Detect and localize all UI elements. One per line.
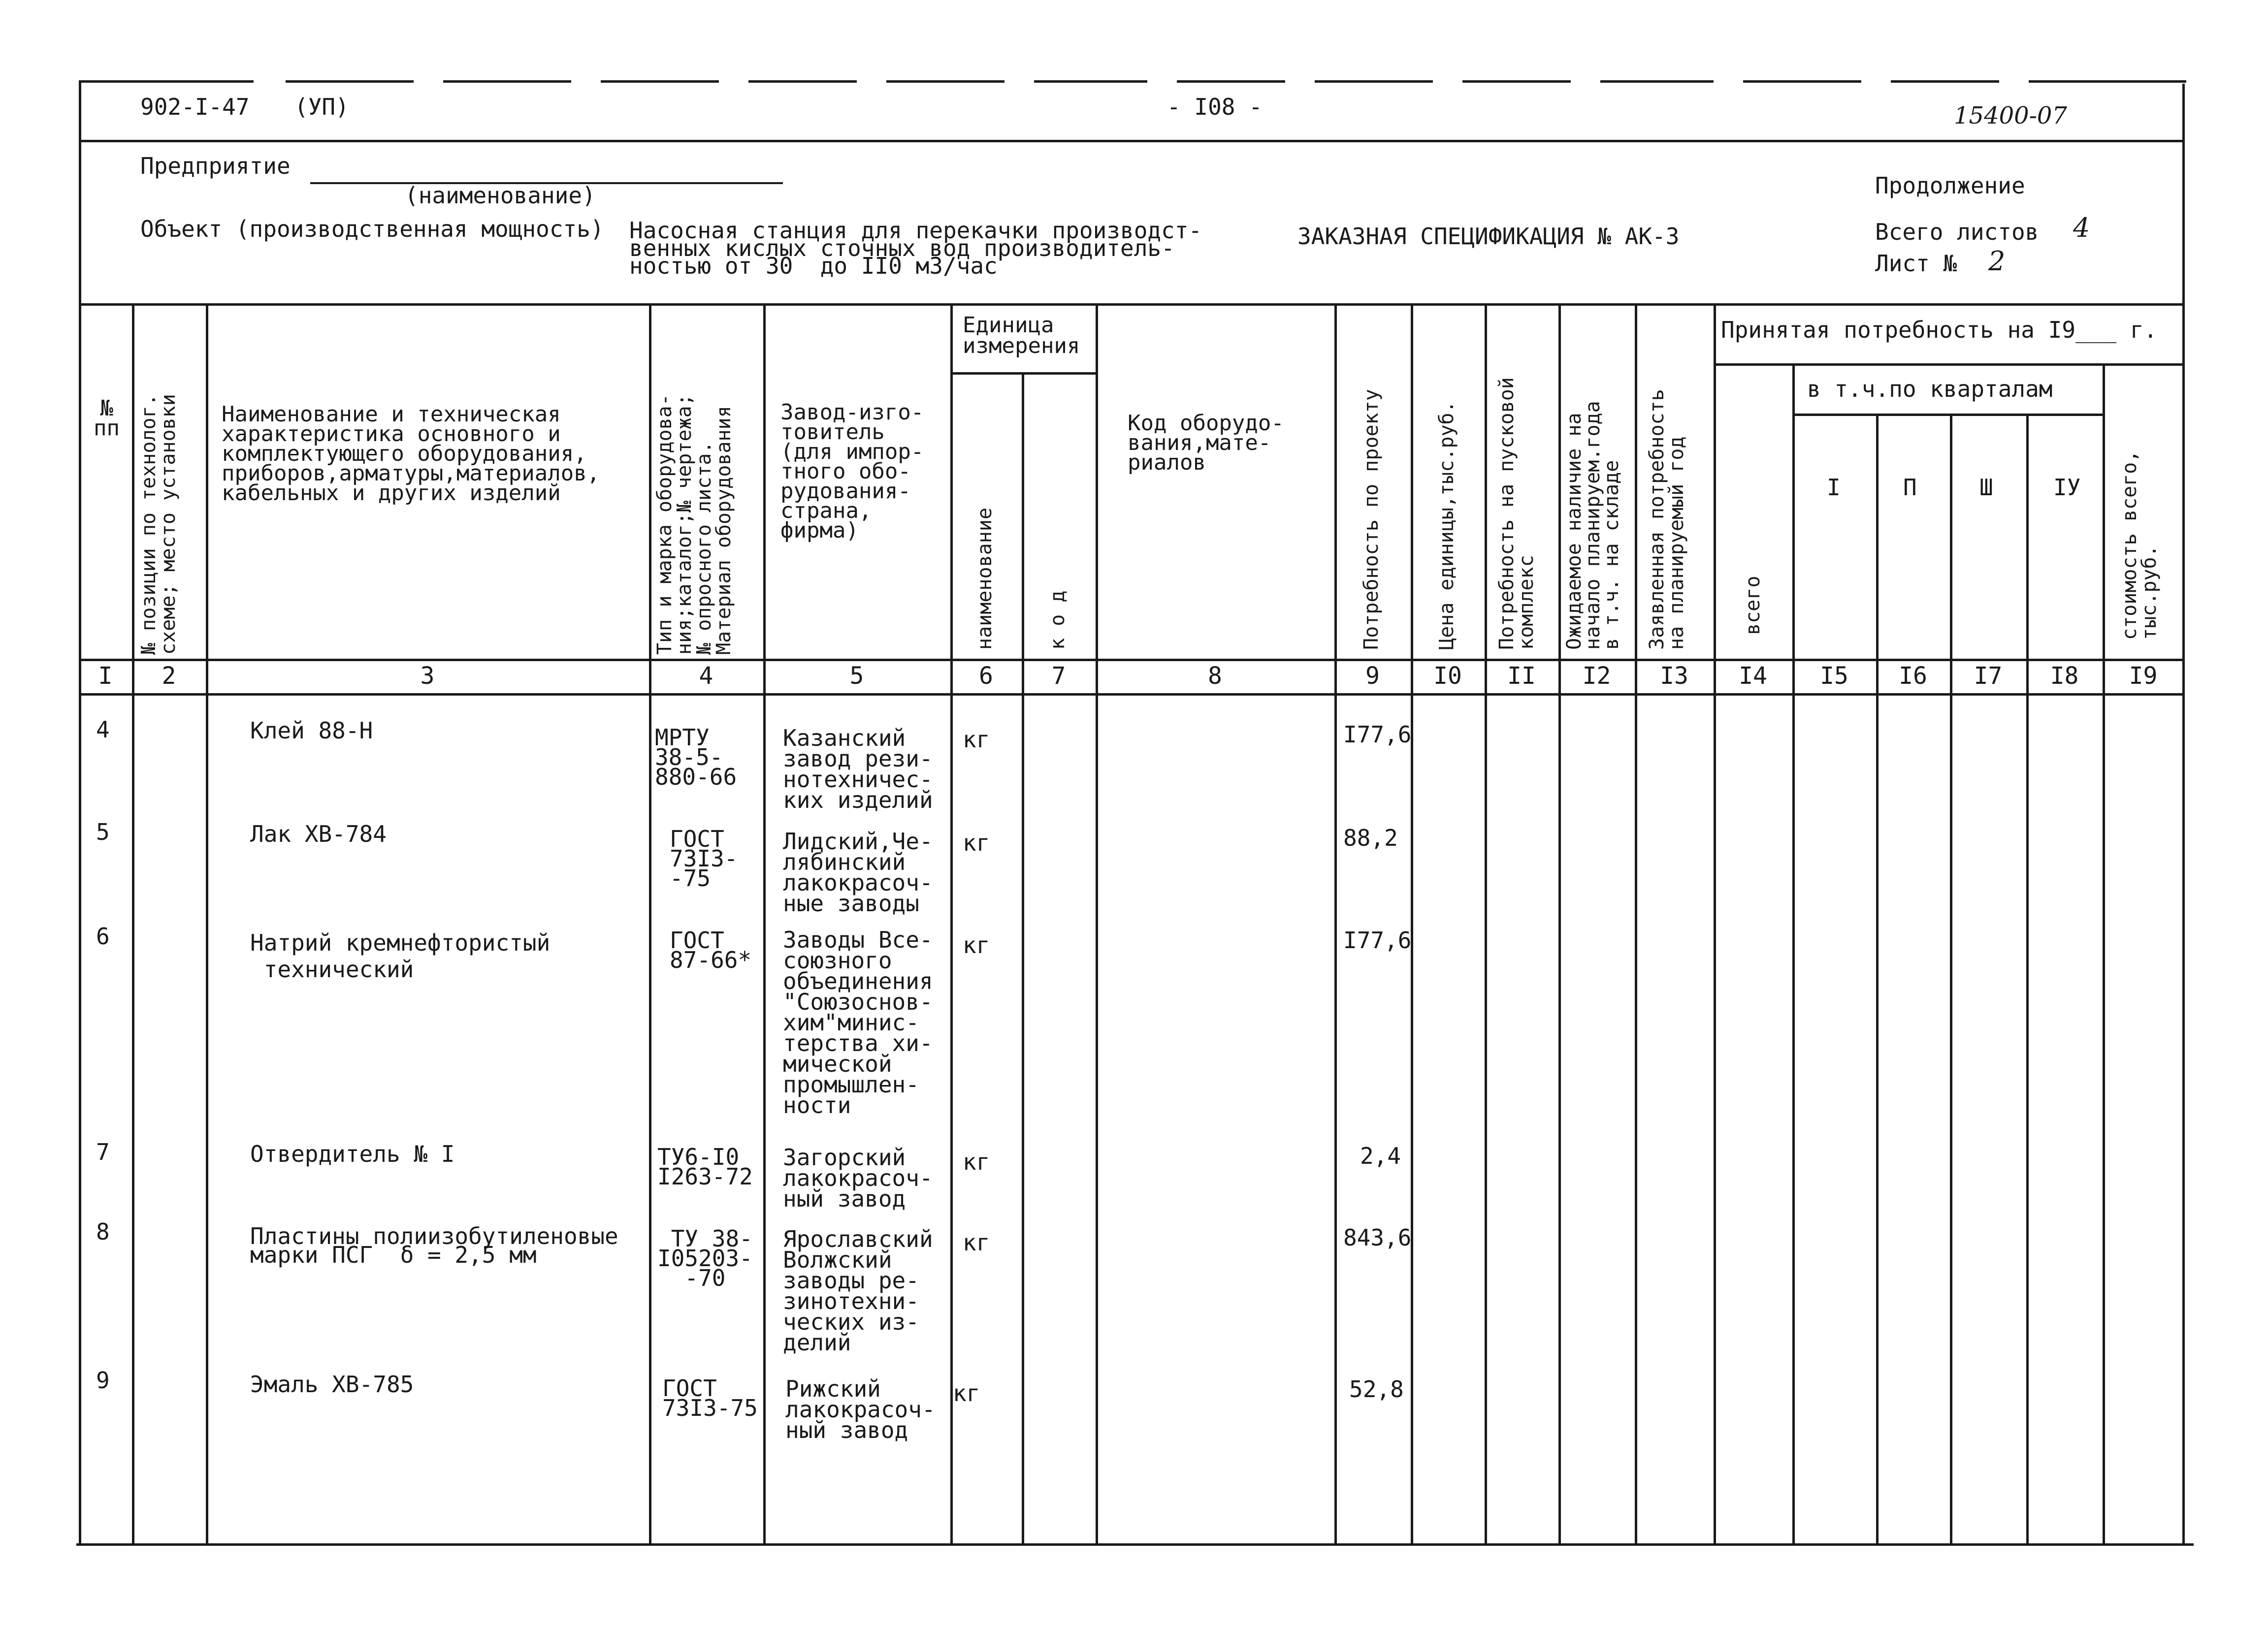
col-header-quarters-group: в т.ч.по кварталам <box>1807 376 2053 402</box>
item-name: Клей 88-Н <box>250 717 373 744</box>
album-code: (УП) <box>294 94 349 120</box>
col-header-q2: П <box>1903 474 1917 501</box>
col-num: 8 <box>1208 662 1222 690</box>
col-header-no: № пп <box>94 396 120 441</box>
col-header-expected-stock: Ожидаемое наличие на начало планируем.года в т.ч. на складе <box>1563 401 1623 650</box>
row-number: 8 <box>96 1218 110 1245</box>
item-name: Натрий кремнефтористый технический <box>250 929 551 983</box>
col-header-startup-need: Потребность на пусковой комплекс <box>1495 377 1538 650</box>
col-header-accepted-group: Принятая потребность на I9___ г. <box>1721 317 2158 343</box>
item-unit: кг <box>963 726 990 753</box>
col-num: I7 <box>1974 662 2003 690</box>
col-header-cost: стоимость всего, тыс.руб. <box>2118 450 2161 640</box>
col-header-name: Наименование и техническая характеристика основного и комплектующего оборудования, приборов,арматуры,материалов, кабельных и других изделий <box>222 402 600 506</box>
row-number: 7 <box>96 1139 110 1165</box>
col-header-unit-name: наименование <box>973 508 996 650</box>
col-header-q3: Ш <box>1979 474 1993 501</box>
col-header-equipment-code: Код оборудо- вания,мате- риалов <box>1128 411 1284 475</box>
col-header-unit-price: Цена единицы,тыс.руб. <box>1435 401 1458 650</box>
enterprise-label: Предприятие <box>140 153 291 179</box>
col-header-q4: IУ <box>2053 474 2081 501</box>
item-type: ТУ6-I0 I263-72 <box>657 1144 753 1190</box>
item-name: Лак ХВ-784 <box>250 821 387 847</box>
col-num: I <box>98 662 113 690</box>
item-unit: кг <box>963 1229 990 1256</box>
col-header-unit-group: Единица измерения <box>963 313 1080 358</box>
col-num: I8 <box>2050 662 2079 690</box>
continuation-label: Продолжение <box>1875 172 2025 199</box>
doc-code: 902-I-47 <box>140 94 250 120</box>
item-project-need: 52,8 <box>1349 1376 1404 1403</box>
col-num: 5 <box>849 662 864 690</box>
item-maker: Лидский,Че- лябинский лакокрасоч- ные заводы <box>783 828 933 917</box>
col-num: 9 <box>1365 662 1380 690</box>
row-number: 6 <box>96 923 110 950</box>
col-header-project-need: Потребность по проекту <box>1360 389 1383 650</box>
col-num: I4 <box>1739 662 1767 690</box>
object-value: Насосная станция для перекачки производст- венных кислых сточных вод производитель- ностью от 30 до II0 м3/час <box>629 217 1202 279</box>
page-number: - I08 - <box>1167 94 1263 120</box>
col-header-declared-need: Заявленная потребность на планируемый год <box>1646 389 1688 650</box>
item-maker: Рижский лакокрасоч- ный завод <box>785 1375 936 1443</box>
row-number: 5 <box>96 819 110 845</box>
item-unit: кг <box>953 1380 980 1406</box>
item-unit: кг <box>963 932 990 958</box>
item-unit: кг <box>963 1149 990 1175</box>
enterprise-caption: (наименование) <box>405 182 596 209</box>
col-num: 4 <box>699 662 713 690</box>
sheet-label: Лист № <box>1875 250 1957 277</box>
order-number: 15400-07 <box>1954 102 2067 129</box>
item-maker: Казанский завод рези- нотехничес- ких изделий <box>783 725 933 813</box>
item-name: Эмаль ХВ-785 <box>250 1371 414 1398</box>
row-number: 9 <box>96 1367 110 1394</box>
col-num: I0 <box>1433 662 1462 690</box>
item-project-need: 843,6 <box>1343 1224 1412 1251</box>
item-type: ТУ 38- I05203- -70 <box>657 1225 753 1291</box>
header-separator <box>79 140 2185 142</box>
col-num: I6 <box>1899 662 1927 690</box>
item-project-need: I77,6 <box>1343 721 1412 748</box>
item-maker: Заводы Все- союзного объединения "Союзоснов- хим"минис- терства хи- мической промышлен- ности <box>783 926 933 1118</box>
col-header-type: Тип и марка оборудова- ния;каталог;№ чертежа; № опросного листа. Материал оборудования <box>653 394 735 655</box>
col-header-unit-code: к о д <box>1046 590 1069 650</box>
col-num: I9 <box>2129 662 2158 690</box>
item-type: ГОСТ 73I3-75 <box>662 1375 758 1421</box>
item-type: ГОСТ 87-66* <box>670 927 752 973</box>
col-num: I3 <box>1660 662 1688 690</box>
total-sheets-label: Всего листов <box>1875 219 2039 245</box>
item-maker: Загорский лакокрасоч- ный завод <box>783 1144 933 1212</box>
item-project-need: 2,4 <box>1360 1143 1401 1169</box>
col-num: I5 <box>1820 662 1848 690</box>
sheet-value: 2 <box>1988 246 2006 277</box>
item-maker: Ярославский Волжский заводы ре- зинотехни- ческих из- делий <box>783 1226 933 1356</box>
form-separator <box>79 303 2185 306</box>
row-number: 4 <box>96 716 110 743</box>
spec-title: ЗАКАЗНАЯ СПЕЦИФИКАЦИЯ № АК-3 <box>1297 223 1680 250</box>
col-num: 7 <box>1051 662 1066 690</box>
col-num: I2 <box>1582 662 1611 690</box>
item-type: МРТУ 38-5- 880-66 <box>655 724 737 790</box>
item-type: ГОСТ 73I3- -75 <box>670 826 738 892</box>
item-name: Пластины полиизобутиленовые марки ПСГ δ = 2,5 мм <box>250 1223 618 1268</box>
item-name: Отвердитель № I <box>250 1141 455 1167</box>
col-header-maker: Завод-изго- товитель (для импор- тного обо- рудования- страна, фирма) <box>780 400 924 543</box>
col-num: II <box>1507 662 1536 690</box>
item-unit: кг <box>963 830 990 856</box>
object-label: Объект (производственная мощность) <box>140 216 604 242</box>
col-num: 6 <box>979 662 993 690</box>
col-header-position: № позиции по технолог. схеме; место установки <box>137 394 180 655</box>
col-header-total: всего <box>1742 575 1764 635</box>
item-project-need: 88,2 <box>1343 825 1398 851</box>
col-num: 2 <box>162 662 176 690</box>
col-header-q1: I <box>1827 474 1841 501</box>
col-num: 3 <box>420 662 435 690</box>
item-project-need: I77,6 <box>1343 927 1412 954</box>
frame-left <box>79 80 81 1545</box>
total-sheets-value: 4 <box>2073 212 2090 243</box>
